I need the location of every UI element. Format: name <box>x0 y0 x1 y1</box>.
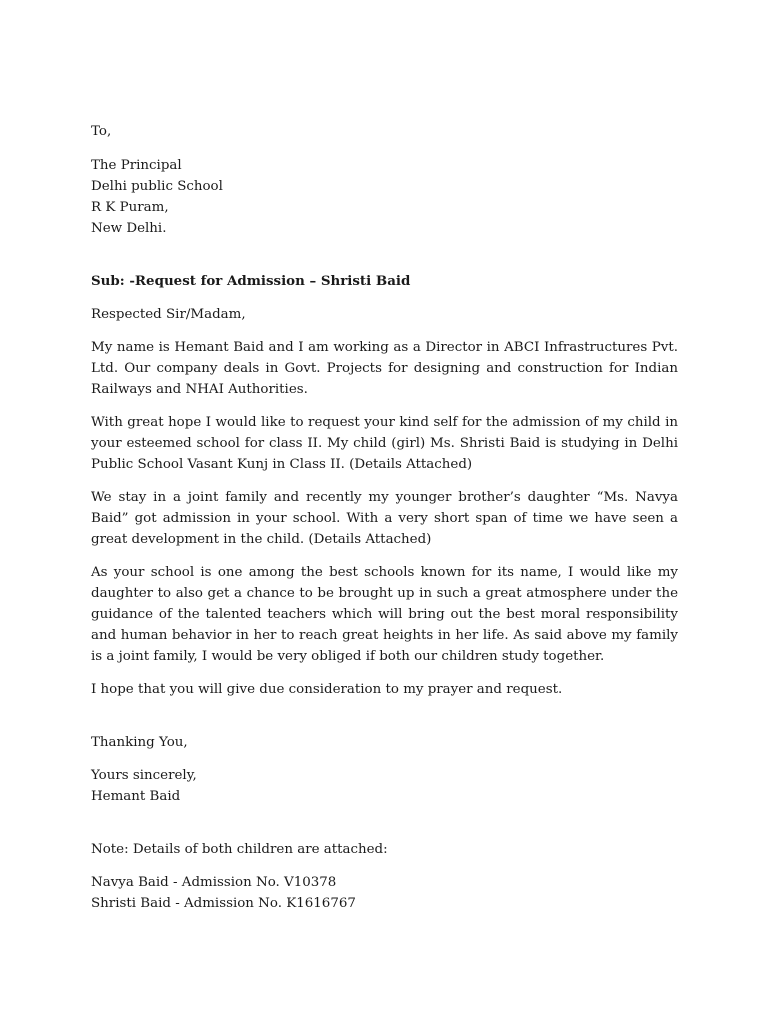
thanking-line <box>91 732 678 753</box>
address-line: New Delhi. <box>91 221 167 236</box>
child-admission-item: Navya Baid - Admission No. V10378 <box>91 875 337 890</box>
greeting-text: Respected Sir/Madam, <box>91 307 246 322</box>
paragraph-introduction: My name is Hemant Baid and I am working as a Director in ABCI Infrastructures Pvt. Ltd. Our company deals in Govt. Projects for designing and construction for Indian Railways and NHAI Authorities. <box>91 340 678 397</box>
paragraph-family: We stay in a joint family and recently my younger brother’s daughter “Ms. Navya Baid” got admission in your school. With a very short span of time we have seen a great development in the child. (Details Attached) <box>91 490 678 547</box>
address-line: Delhi public School <box>91 179 223 194</box>
subject-line <box>91 271 678 292</box>
to-line <box>91 121 678 142</box>
paragraph-request: With great hope I would like to request your kind self for the admission of my child in your esteemed school for class II. My child (girl) Ms. Shristi Baid is studying in Delhi Public School Vasant Kunj in Class II. (Details Attached) <box>91 415 678 472</box>
signature-name: Hemant Baid <box>91 789 181 804</box>
address-line: R K Puram, <box>91 200 169 215</box>
closing-text: Yours sincerely, <box>91 768 197 783</box>
note-line <box>91 839 678 860</box>
to-text: To, <box>91 124 112 139</box>
thanking-text: Thanking You, <box>91 735 188 750</box>
address-line: The Principal <box>91 158 182 173</box>
paragraph-hope: I hope that you will give due consideration to my prayer and request. <box>91 682 563 697</box>
note-text: Note: Details of both children are attached: <box>91 842 388 857</box>
paragraph-reason: As your school is one among the best schools known for its name, I would like my daughter to also get a chance to be brought up in such a great atmosphere under the guidance of the talented teachers which will bring out the best moral responsibility and human behavior in her to reach great heights in her life. As said above my family is a joint family, I would be very obliged if both our children study together. <box>91 565 678 664</box>
children-list <box>91 872 678 914</box>
recipient-address <box>91 155 678 239</box>
child-admission-item: Shristi Baid - Admission No. K1616767 <box>91 896 356 911</box>
letter-page <box>91 121 678 914</box>
greeting <box>91 304 678 325</box>
subject-text: Sub: -Request for Admission – Shristi Baid <box>91 273 411 289</box>
sign-off <box>91 765 678 807</box>
